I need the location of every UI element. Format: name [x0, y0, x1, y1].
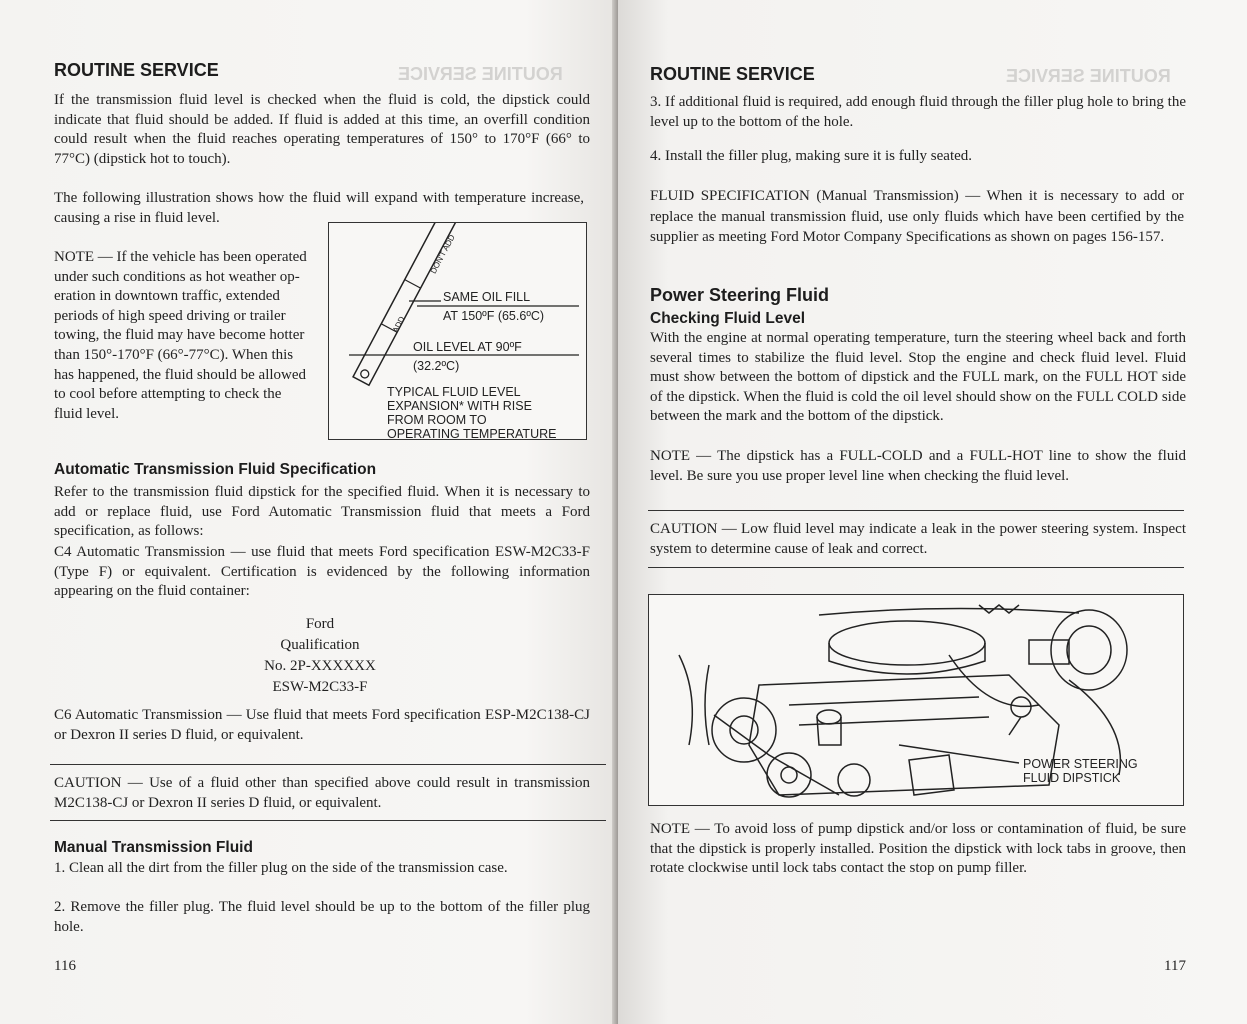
c6-paragraph: C6 Automatic Transmission — Use fluid that meets Ford specification ESP-M2C138-CJ or Dexron II series D fluid, or equivalent.: [54, 707, 590, 743]
dont-add-label: DON'T ADD: [428, 233, 457, 276]
note-line: periods of high speed driving or trailer: [54, 307, 286, 324]
page-header: ROUTINE SERVICE: [54, 60, 219, 80]
engine-figure: [648, 594, 1184, 806]
right-page: [618, 0, 1247, 1024]
manual-fluid-heading: Manual Transmission Fluid: [54, 839, 253, 856]
power-steering-heading: Power Steering Fluid: [650, 285, 830, 305]
bleed-through-heading: ROUTINE SERVICE: [398, 64, 563, 84]
cert-line: Ford: [305, 616, 335, 632]
page-number: 117: [1164, 958, 1186, 974]
note-line: towing, the fluid may have become hotter: [54, 327, 305, 344]
caution-box: CAUTION — Low fluid level may indicate a leak in the power steering system. Inspect system to determine cause of leak and correct.: [650, 521, 1186, 557]
note-line: has happened, the fluid should be allowed: [54, 366, 307, 383]
note-line: to cool before attempting to check the: [54, 386, 282, 403]
bleed-through-heading: ROUTINE SERVICE: [1006, 66, 1171, 86]
cert-line: No. 2P-XXXXXX: [264, 658, 376, 674]
caution-top-rule: [648, 510, 1184, 511]
caution-bottom-rule: [648, 567, 1184, 568]
dipstick-note: NOTE — The dipstick has a FULL-COLD and a FULL-HOT line to show the fluid level. Be sure you use proper level line when checking the fluid level.: [650, 448, 1186, 484]
same-oil-fill-label: SAME OIL FILL: [443, 290, 531, 304]
caption-line: OPERATING TEMPERATURE: [387, 427, 557, 441]
step-1: 1. Clean all the dirt from the filler plug on the side of the transmission case.: [54, 860, 508, 876]
checking-paragraph: With the engine at normal operating temperature, turn the steering wheel back and forth several times to stabilize the fluid level. Stop the engine and check fluid level. Fluid must show between the bottom of dipstick and the FULL mark, on the FULL HOT side of the dipstick. When the fluid is cold the oil level should show on the FULL COLD side between the mark and the bottom of the dipstick.: [650, 330, 1186, 425]
c4-paragraph: C4 Automatic Transmission — use fluid that meets Ford specification ESW-M2C33-F (Type F) or equivalent. Certification is evidenced by the following information appearing on the fluid container:: [54, 544, 590, 600]
auto-fluid-paragraph: Refer to the transmission fluid dipstick for the specified fluid. When it is necessary to add or replace fluid, use Ford Automatic Transmission fluid that meets a Ford specification, as follows:: [54, 484, 590, 540]
caption-line: EXPANSION* WITH RISE: [387, 399, 532, 413]
step-2: 2. Remove the filler plug. The fluid level should be up to the bottom of the filler plug hole.: [54, 899, 590, 935]
container-certification: [220, 614, 420, 698]
fluid-specification-paragraph: FLUID SPECIFICATION (Manual Transmission) — When it is necessary to add or replace the manual transmission fluid, use only fluids which have been certified by the supplier as meeting Ford Motor Company Specifications as shown on pages 156-157.: [650, 188, 1184, 245]
add-label: ADD: [390, 315, 407, 335]
caption-line: TYPICAL FLUID LEVEL: [387, 385, 521, 399]
left-page: [0, 0, 618, 1024]
caution-top-rule: [50, 764, 606, 765]
illustration-paragraph: The following illustration shows how the fluid will expand with temperature increase, causing a rise in fluid level.: [54, 190, 584, 226]
caption-line: FROM ROOM TO: [387, 413, 487, 427]
page-number: 116: [54, 958, 76, 974]
step-4: 4. Install the filler plug, making sure it is fully seated.: [650, 148, 973, 164]
celsius-32-label: (32.2ºC): [413, 359, 460, 373]
figure-caption: [387, 385, 585, 441]
figure-label-line: POWER STEERING: [1023, 757, 1138, 771]
oil-level-90-label: OIL LEVEL AT 90ºF: [413, 340, 522, 354]
dipstick-install-note: NOTE — To avoid loss of pump dipstick and/or loss or contamination of fluid, be sure that the dipstick is properly installed. Position the dipstick with lock tabs in groove, then rotate clockwise until lock tabs contact the stop on pump filler.: [650, 821, 1186, 877]
checking-fluid-level-heading: Checking Fluid Level: [650, 310, 806, 327]
note-line: eration in downtown traffic, extended: [54, 288, 280, 305]
overheat-note: [54, 248, 324, 424]
at-150-label: AT 150ºF (65.6ºC): [443, 309, 545, 323]
figure-label-line: FLUID DIPSTICK: [1023, 771, 1121, 785]
intro-paragraph: If the transmission fluid level is checked when the fluid is cold, the dipstick could indicate that fluid should be added. If fluid is added at this time, an overfill condition could result when the fluid reaches operating temperatures of 150° to 170°F (66° to 77°C) (dipstick hot to touch).: [54, 92, 590, 167]
page-header: ROUTINE SERVICE: [650, 64, 815, 84]
fluid-expansion-figure: [328, 222, 587, 440]
note-line: NOTE — If the vehicle has been operated: [54, 249, 307, 265]
note-line: than 150°-170°F (66°-77°C). When this: [54, 346, 294, 363]
note-line: fluid level.: [54, 405, 119, 422]
cert-line: ESW-M2C33-F: [272, 679, 368, 695]
cert-line: Qualification: [280, 637, 360, 653]
power-steering-dipstick-label: [1023, 757, 1138, 785]
caution-bottom-rule: [50, 820, 606, 821]
note-line: under such conditions as hot weather op-: [54, 268, 300, 285]
caution-box: CAUTION — Use of a fluid other than specified above could result in transmission M2C138-CJ or Dexron II series D fluid, or equivalent.: [54, 775, 590, 811]
step-3: 3. If additional fluid is required, add enough fluid through the filler plug hole to bring the level up to the bottom of the hole.: [650, 94, 1186, 130]
auto-fluid-spec-heading: Automatic Transmission Fluid Specification: [54, 461, 377, 478]
